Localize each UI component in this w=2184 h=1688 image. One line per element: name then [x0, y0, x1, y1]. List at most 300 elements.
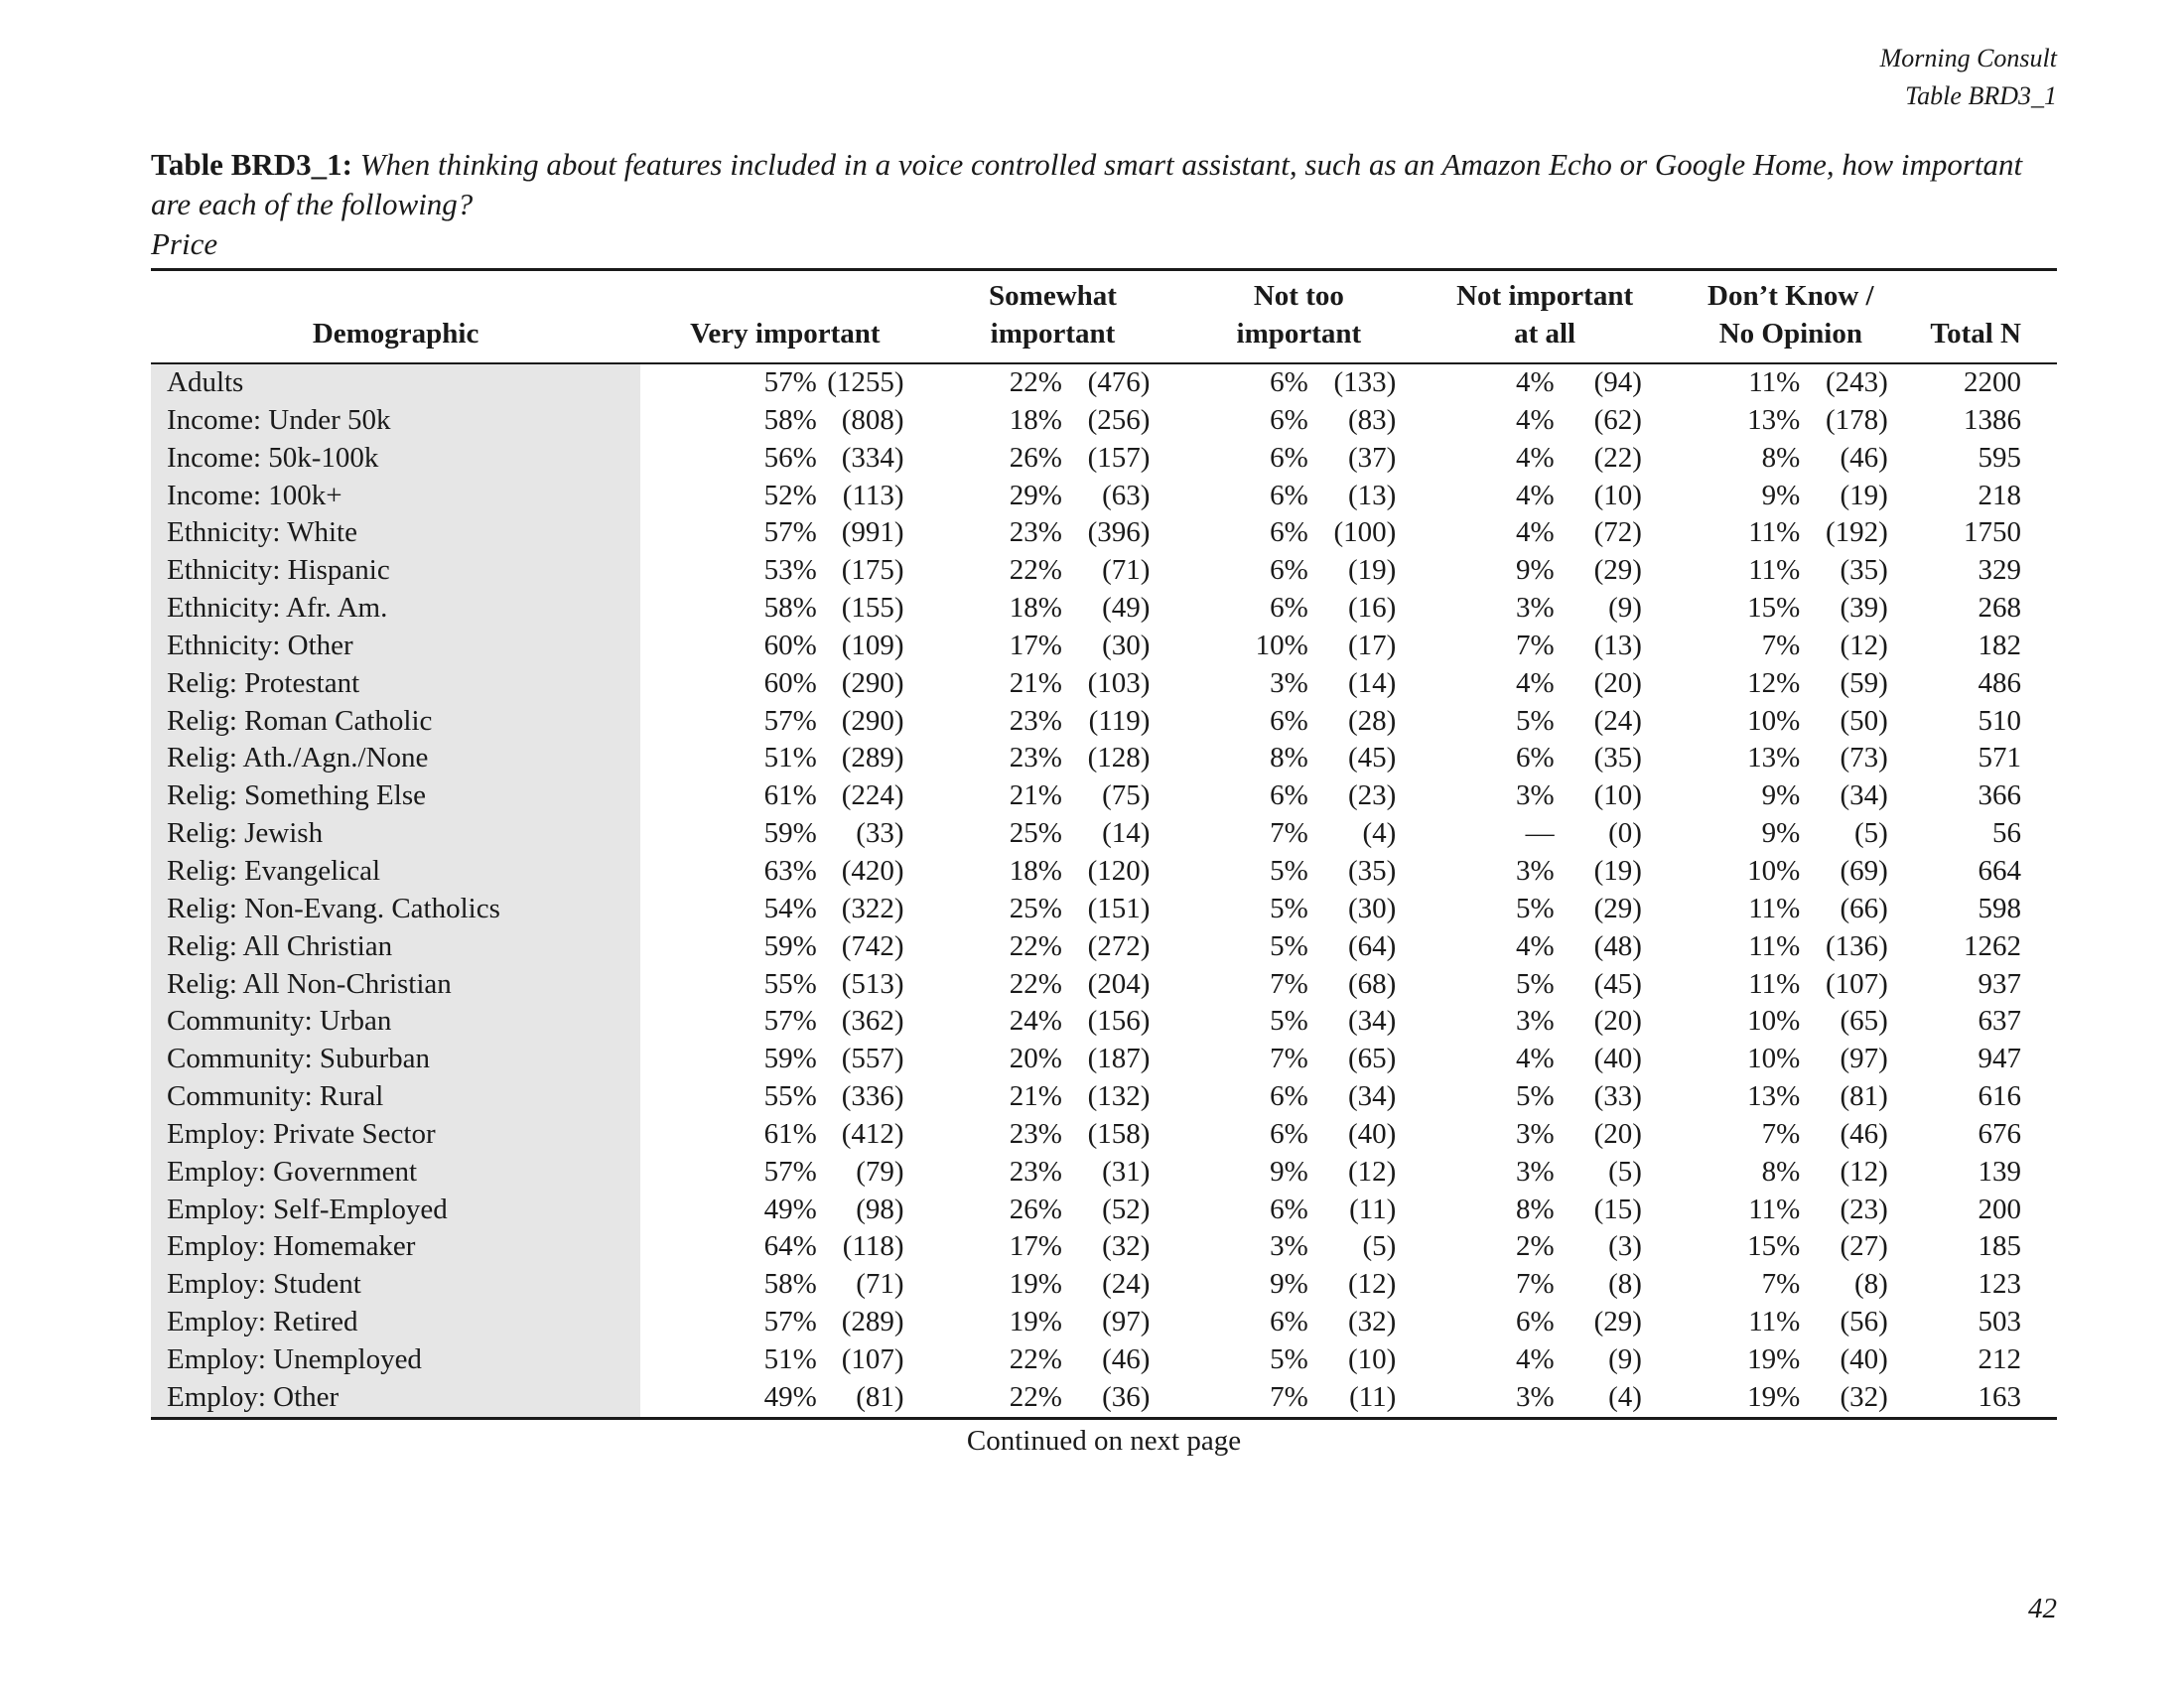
cell-percent: 18%	[1009, 592, 1062, 625]
cell-count: (32)	[1102, 1230, 1151, 1263]
cell-percent: 57%	[763, 366, 817, 398]
cell-percent: 6%	[1270, 366, 1308, 398]
cell-percent: 7%	[1270, 1380, 1308, 1413]
cell-percent: 6%	[1270, 1193, 1308, 1225]
cell-percent: 64%	[763, 1230, 817, 1263]
cell-count: (157)	[1087, 441, 1151, 474]
cell-count: (1255)	[827, 366, 904, 398]
cell-percent: 4%	[1515, 1342, 1555, 1375]
cell-count: (66)	[1840, 892, 1888, 924]
row-label: Relig: All Christian	[151, 928, 640, 966]
cell-count: (12)	[1840, 629, 1888, 661]
cell-percent: 4%	[1515, 479, 1555, 511]
cell-count: (9)	[1608, 1342, 1642, 1375]
table-row	[151, 703, 2057, 741]
cell-percent: —	[1525, 817, 1555, 850]
cell-count: (10)	[1593, 479, 1642, 511]
table-row	[151, 966, 2057, 1004]
table-row	[151, 402, 2057, 440]
cell-percent: 11%	[1748, 1193, 1801, 1225]
cell-count: (204)	[1087, 967, 1151, 1000]
cell-count: (5)	[1853, 817, 1888, 850]
cell-percent: 4%	[1515, 441, 1555, 474]
cell-total-n: 616	[1978, 1080, 2021, 1113]
row-label: Employ: Other	[151, 1379, 640, 1418]
cell-total-n: 595	[1978, 441, 2021, 474]
cell-count: (991)	[841, 516, 904, 549]
cell-percent: 21%	[1009, 666, 1062, 699]
cell-percent: 10%	[1255, 629, 1308, 661]
cell-count: (132)	[1087, 1080, 1151, 1113]
cell-count: (29)	[1593, 892, 1642, 924]
cell-count: (118)	[842, 1230, 904, 1263]
cell-count: (20)	[1593, 1005, 1642, 1038]
cell-percent: 13%	[1747, 403, 1801, 436]
row-label: Income: Under 50k	[151, 402, 640, 440]
cell-count: (12)	[1347, 1268, 1397, 1301]
cell-percent: 11%	[1748, 892, 1801, 924]
cell-percent: 22%	[1009, 554, 1062, 587]
cell-count: (31)	[1102, 1155, 1151, 1188]
cell-count: (120)	[1087, 854, 1151, 887]
cell-percent: 6%	[1270, 403, 1308, 436]
table-row	[151, 740, 2057, 777]
cell-count: (68)	[1347, 967, 1397, 1000]
cell-percent: 56%	[763, 441, 817, 474]
cell-count: (119)	[1088, 704, 1151, 737]
cell-percent: 19%	[1747, 1380, 1801, 1413]
cell-count: (46)	[1840, 441, 1888, 474]
cell-percent: 57%	[763, 704, 817, 737]
page-number: 42	[2028, 1593, 2057, 1624]
cell-percent: 3%	[1515, 779, 1555, 812]
cell-total-n: 637	[1978, 1005, 2021, 1038]
row-label: Adults	[151, 363, 640, 402]
cell-count: (412)	[841, 1117, 904, 1150]
cell-count: (75)	[1102, 779, 1151, 812]
table-row	[151, 440, 2057, 478]
cell-percent: 13%	[1747, 1080, 1801, 1113]
continued-note: Continued on next page	[966, 1425, 1242, 1457]
cell-count: (19)	[1593, 854, 1642, 887]
table-row	[151, 928, 2057, 966]
cell-total-n: 185	[1978, 1230, 2021, 1263]
cell-count: (557)	[841, 1043, 904, 1075]
cell-count: (14)	[1347, 666, 1397, 699]
cell-percent: 59%	[763, 817, 817, 850]
row-label: Relig: Protestant	[151, 665, 640, 703]
table-row	[151, 1266, 2057, 1304]
cell-count: (52)	[1102, 1193, 1151, 1225]
cell-count: (45)	[1593, 967, 1642, 1000]
table-row	[151, 1154, 2057, 1192]
cell-percent: 3%	[1270, 1230, 1308, 1263]
cell-total-n: 56	[1992, 817, 2021, 850]
table-body	[151, 363, 2057, 1418]
cell-count: (65)	[1347, 1043, 1397, 1075]
cell-percent: 6%	[1270, 1080, 1308, 1113]
cell-count: (29)	[1593, 1306, 1642, 1338]
cell-percent: 25%	[1009, 892, 1062, 924]
table-row	[151, 891, 2057, 928]
cell-total-n: 937	[1978, 967, 2021, 1000]
cell-percent: 7%	[1270, 1043, 1308, 1075]
cell-percent: 19%	[1009, 1268, 1062, 1301]
cell-count: (37)	[1347, 441, 1397, 474]
row-label: Ethnicity: Hispanic	[151, 552, 640, 590]
cell-count: (420)	[841, 854, 904, 887]
cell-percent: 11%	[1748, 554, 1801, 587]
cell-percent: 5%	[1270, 892, 1308, 924]
cell-total-n: 486	[1978, 666, 2021, 699]
cell-count: (13)	[1593, 629, 1642, 661]
row-label: Ethnicity: Afr. Am.	[151, 590, 640, 628]
table-id: Table BRD3_1	[1905, 81, 2057, 110]
cell-percent: 4%	[1515, 403, 1555, 436]
cell-percent: 5%	[1270, 1342, 1308, 1375]
cell-percent: 17%	[1009, 629, 1062, 661]
cell-count: (20)	[1593, 666, 1642, 699]
cell-total-n: 182	[1978, 629, 2021, 661]
cell-total-n: 212	[1978, 1342, 2021, 1375]
cell-percent: 60%	[763, 666, 817, 699]
cell-count: (8)	[1853, 1268, 1888, 1301]
cell-count: (808)	[841, 403, 904, 436]
cell-percent: 13%	[1747, 742, 1801, 774]
cell-count: (5)	[1362, 1230, 1397, 1263]
table-row	[151, 1341, 2057, 1379]
cell-count: (62)	[1593, 403, 1642, 436]
cell-count: (10)	[1593, 779, 1642, 812]
cell-count: (151)	[1087, 892, 1151, 924]
cell-count: (40)	[1840, 1342, 1888, 1375]
table-row	[151, 853, 2057, 891]
cell-total-n: 598	[1978, 892, 2021, 924]
cell-percent: 5%	[1270, 1005, 1308, 1038]
row-label: Community: Suburban	[151, 1041, 640, 1078]
cell-count: (11)	[1349, 1193, 1397, 1225]
table-row	[151, 628, 2057, 665]
cell-count: (322)	[841, 892, 904, 924]
cell-percent: 8%	[1270, 742, 1308, 774]
cell-percent: 6%	[1270, 779, 1308, 812]
cell-count: (32)	[1840, 1380, 1888, 1413]
cell-percent: 26%	[1009, 441, 1062, 474]
row-label: Relig: Something Else	[151, 777, 640, 815]
cell-count: (48)	[1593, 929, 1642, 962]
table-row	[151, 552, 2057, 590]
cell-percent: 19%	[1747, 1342, 1801, 1375]
table-row	[151, 1304, 2057, 1341]
cell-count: (100)	[1333, 516, 1397, 549]
cell-percent: 9%	[1761, 817, 1801, 850]
cell-percent: 57%	[763, 1155, 817, 1188]
cell-percent: 7%	[1761, 1268, 1801, 1301]
cell-count: (19)	[1347, 554, 1397, 587]
cell-percent: 49%	[763, 1193, 817, 1225]
cell-count: (23)	[1840, 1193, 1888, 1225]
cell-percent: 22%	[1009, 1380, 1062, 1413]
cell-count: (290)	[841, 704, 904, 737]
row-label: Relig: All Non-Christian	[151, 966, 640, 1004]
cell-percent: 2%	[1515, 1230, 1555, 1263]
table-row	[151, 777, 2057, 815]
cell-count: (107)	[841, 1342, 904, 1375]
cell-percent: 6%	[1515, 1306, 1555, 1338]
cell-percent: 6%	[1270, 554, 1308, 587]
cell-total-n: 571	[1978, 742, 2021, 774]
cell-percent: 26%	[1009, 1193, 1062, 1225]
cell-percent: 7%	[1515, 629, 1555, 661]
cell-percent: 11%	[1748, 967, 1801, 1000]
cell-percent: 22%	[1009, 967, 1062, 1000]
col-total-n: Total N	[1930, 318, 2021, 350]
cell-total-n: 2200	[1964, 366, 2021, 398]
cell-percent: 11%	[1748, 366, 1801, 398]
row-label: Community: Urban	[151, 1003, 640, 1041]
cell-count: (79)	[856, 1155, 904, 1188]
table-row	[151, 1078, 2057, 1116]
cell-count: (256)	[1087, 403, 1151, 436]
cell-count: (69)	[1840, 854, 1888, 887]
cell-percent: 61%	[763, 779, 817, 812]
cell-count: (34)	[1840, 779, 1888, 812]
cell-percent: 3%	[1515, 1155, 1555, 1188]
cell-count: (46)	[1840, 1117, 1888, 1150]
cell-count: (109)	[841, 629, 904, 661]
cell-count: (11)	[1349, 1380, 1397, 1413]
cell-count: (97)	[1840, 1043, 1888, 1075]
cell-count: (35)	[1840, 554, 1888, 587]
cell-percent: 25%	[1009, 817, 1062, 850]
cell-percent: 5%	[1515, 967, 1555, 1000]
cell-percent: 18%	[1009, 854, 1062, 887]
cell-percent: 8%	[1761, 441, 1801, 474]
table-row	[151, 1228, 2057, 1266]
cell-count: (45)	[1347, 742, 1397, 774]
col-somewhat-important: Somewhat important	[989, 280, 1117, 350]
cell-count: (290)	[841, 666, 904, 699]
cell-count: (16)	[1347, 592, 1397, 625]
cell-percent: 6%	[1515, 742, 1555, 774]
cell-count: (10)	[1347, 1342, 1397, 1375]
cell-percent: 23%	[1009, 742, 1062, 774]
cell-percent: 5%	[1515, 704, 1555, 737]
cell-count: (476)	[1087, 366, 1151, 398]
table-row	[151, 815, 2057, 853]
cell-count: (65)	[1840, 1005, 1888, 1038]
cell-count: (29)	[1593, 554, 1642, 587]
cell-percent: 22%	[1009, 929, 1062, 962]
cell-total-n: 329	[1978, 554, 2021, 587]
table-row	[151, 1192, 2057, 1229]
cell-percent: 63%	[763, 854, 817, 887]
cell-count: (71)	[856, 1268, 904, 1301]
cell-count: (81)	[1840, 1080, 1888, 1113]
table-question: When thinking about features included in a voice controlled smart assistant, such as an Amazon Echo or Google Home, how important are each of the following?	[151, 147, 2023, 221]
cell-count: (136)	[1825, 929, 1888, 962]
cell-count: (81)	[856, 1380, 904, 1413]
cell-total-n: 664	[1978, 854, 2021, 887]
cell-count: (22)	[1593, 441, 1642, 474]
cell-percent: 8%	[1761, 1155, 1801, 1188]
table-header	[151, 270, 2057, 364]
cell-percent: 10%	[1747, 704, 1801, 737]
cell-count: (34)	[1347, 1080, 1397, 1113]
cell-percent: 21%	[1009, 779, 1062, 812]
results-table	[151, 268, 2057, 1420]
cell-percent: 6%	[1270, 592, 1308, 625]
table-row	[151, 1379, 2057, 1418]
cell-total-n: 510	[1978, 704, 2021, 737]
cell-percent: 3%	[1515, 854, 1555, 887]
cell-percent: 22%	[1009, 366, 1062, 398]
cell-count: (192)	[1825, 516, 1888, 549]
cell-count: (175)	[841, 554, 904, 587]
cell-count: (9)	[1608, 592, 1642, 625]
cell-percent: 59%	[763, 1043, 817, 1075]
cell-count: (15)	[1593, 1193, 1642, 1225]
cell-count: (5)	[1608, 1155, 1642, 1188]
row-label: Employ: Government	[151, 1154, 640, 1192]
cell-count: (24)	[1593, 704, 1642, 737]
cell-total-n: 1750	[1964, 516, 2021, 549]
row-label: Ethnicity: Other	[151, 628, 640, 665]
cell-count: (27)	[1840, 1230, 1888, 1263]
cell-percent: 4%	[1515, 516, 1555, 549]
row-label: Income: 50k-100k	[151, 440, 640, 478]
row-label: Ethnicity: White	[151, 514, 640, 552]
page-header	[1880, 40, 2057, 115]
row-label: Relig: Evangelical	[151, 853, 640, 891]
cell-count: (113)	[842, 479, 904, 511]
cell-count: (13)	[1347, 479, 1397, 511]
cell-count: (71)	[1102, 554, 1151, 587]
cell-percent: 49%	[763, 1380, 817, 1413]
cell-percent: 6%	[1270, 1306, 1308, 1338]
cell-percent: 3%	[1270, 666, 1308, 699]
cell-percent: 58%	[763, 403, 817, 436]
cell-total-n: 1262	[1964, 929, 2021, 962]
row-label: Relig: Ath./Agn./None	[151, 740, 640, 777]
cell-percent: 7%	[1761, 629, 1801, 661]
cell-percent: 22%	[1009, 1342, 1062, 1375]
cell-percent: 10%	[1747, 854, 1801, 887]
cell-percent: 9%	[1515, 554, 1555, 587]
cell-count: (12)	[1840, 1155, 1888, 1188]
col-demographic: Demographic	[312, 318, 479, 350]
cell-count: (23)	[1347, 779, 1397, 812]
cell-percent: 60%	[763, 629, 817, 661]
cell-count: (94)	[1593, 366, 1642, 398]
cell-count: (33)	[1593, 1080, 1642, 1113]
cell-count: (155)	[841, 592, 904, 625]
cell-percent: 54%	[763, 892, 817, 924]
cell-percent: 4%	[1515, 666, 1555, 699]
cell-percent: 9%	[1270, 1268, 1308, 1301]
cell-percent: 4%	[1515, 1043, 1555, 1075]
cell-percent: 5%	[1515, 892, 1555, 924]
cell-count: (49)	[1102, 592, 1151, 625]
cell-count: (3)	[1608, 1230, 1642, 1263]
cell-count: (4)	[1362, 817, 1397, 850]
table-row	[151, 514, 2057, 552]
cell-total-n: 163	[1978, 1380, 2021, 1413]
cell-percent: 4%	[1515, 929, 1555, 962]
cell-count: (362)	[841, 1005, 904, 1038]
cell-percent: 9%	[1761, 779, 1801, 812]
cell-count: (128)	[1087, 742, 1151, 774]
cell-percent: 7%	[1270, 967, 1308, 1000]
cell-count: (20)	[1593, 1117, 1642, 1150]
table-row	[151, 363, 2057, 402]
table-row	[151, 665, 2057, 703]
cell-percent: 23%	[1009, 704, 1062, 737]
cell-total-n: 947	[1978, 1043, 2021, 1075]
cell-total-n: 503	[1978, 1306, 2021, 1338]
cell-total-n: 218	[1978, 479, 2021, 511]
row-label: Income: 100k+	[151, 478, 640, 515]
cell-percent: 58%	[763, 1268, 817, 1301]
row-label: Employ: Self-Employed	[151, 1192, 640, 1229]
cell-percent: 57%	[763, 516, 817, 549]
cell-percent: 51%	[763, 1342, 817, 1375]
cell-percent: 55%	[763, 1080, 817, 1113]
cell-percent: 11%	[1748, 1306, 1801, 1338]
cell-percent: 15%	[1747, 1230, 1801, 1263]
cell-percent: 4%	[1515, 366, 1555, 398]
cell-count: (4)	[1608, 1380, 1642, 1413]
cell-count: (178)	[1825, 403, 1888, 436]
cell-count: (243)	[1825, 366, 1888, 398]
row-label: Community: Rural	[151, 1078, 640, 1116]
cell-percent: 6%	[1270, 704, 1308, 737]
row-label: Employ: Student	[151, 1266, 640, 1304]
cell-count: (73)	[1840, 742, 1888, 774]
cell-total-n: 268	[1978, 592, 2021, 625]
table-row	[151, 590, 2057, 628]
cell-percent: 12%	[1747, 666, 1801, 699]
col-not-too-important: Not too important	[1236, 280, 1362, 350]
cell-count: (272)	[1087, 929, 1151, 962]
cell-count: (24)	[1102, 1268, 1151, 1301]
cell-count: (158)	[1087, 1117, 1151, 1150]
cell-percent: 9%	[1761, 479, 1801, 511]
cell-percent: 6%	[1270, 479, 1308, 511]
cell-count: (35)	[1593, 742, 1642, 774]
cell-count: (334)	[841, 441, 904, 474]
cell-total-n: 676	[1978, 1117, 2021, 1150]
cell-count: (98)	[856, 1193, 904, 1225]
cell-total-n: 366	[1978, 779, 2021, 812]
cell-count: (224)	[841, 779, 904, 812]
cell-count: (289)	[841, 742, 904, 774]
cell-total-n: 200	[1978, 1193, 2021, 1225]
cell-percent: 21%	[1009, 1080, 1062, 1113]
cell-percent: 5%	[1270, 929, 1308, 962]
cell-percent: 53%	[763, 554, 817, 587]
cell-count: (72)	[1593, 516, 1642, 549]
cell-percent: 58%	[763, 592, 817, 625]
cell-percent: 7%	[1515, 1268, 1555, 1301]
cell-total-n: 123	[1978, 1268, 2021, 1301]
col-very-important: Very important	[690, 318, 881, 350]
cell-percent: 6%	[1270, 441, 1308, 474]
cell-count: (34)	[1347, 1005, 1397, 1038]
cell-percent: 10%	[1747, 1005, 1801, 1038]
cell-percent: 19%	[1009, 1306, 1062, 1338]
cell-percent: 15%	[1747, 592, 1801, 625]
